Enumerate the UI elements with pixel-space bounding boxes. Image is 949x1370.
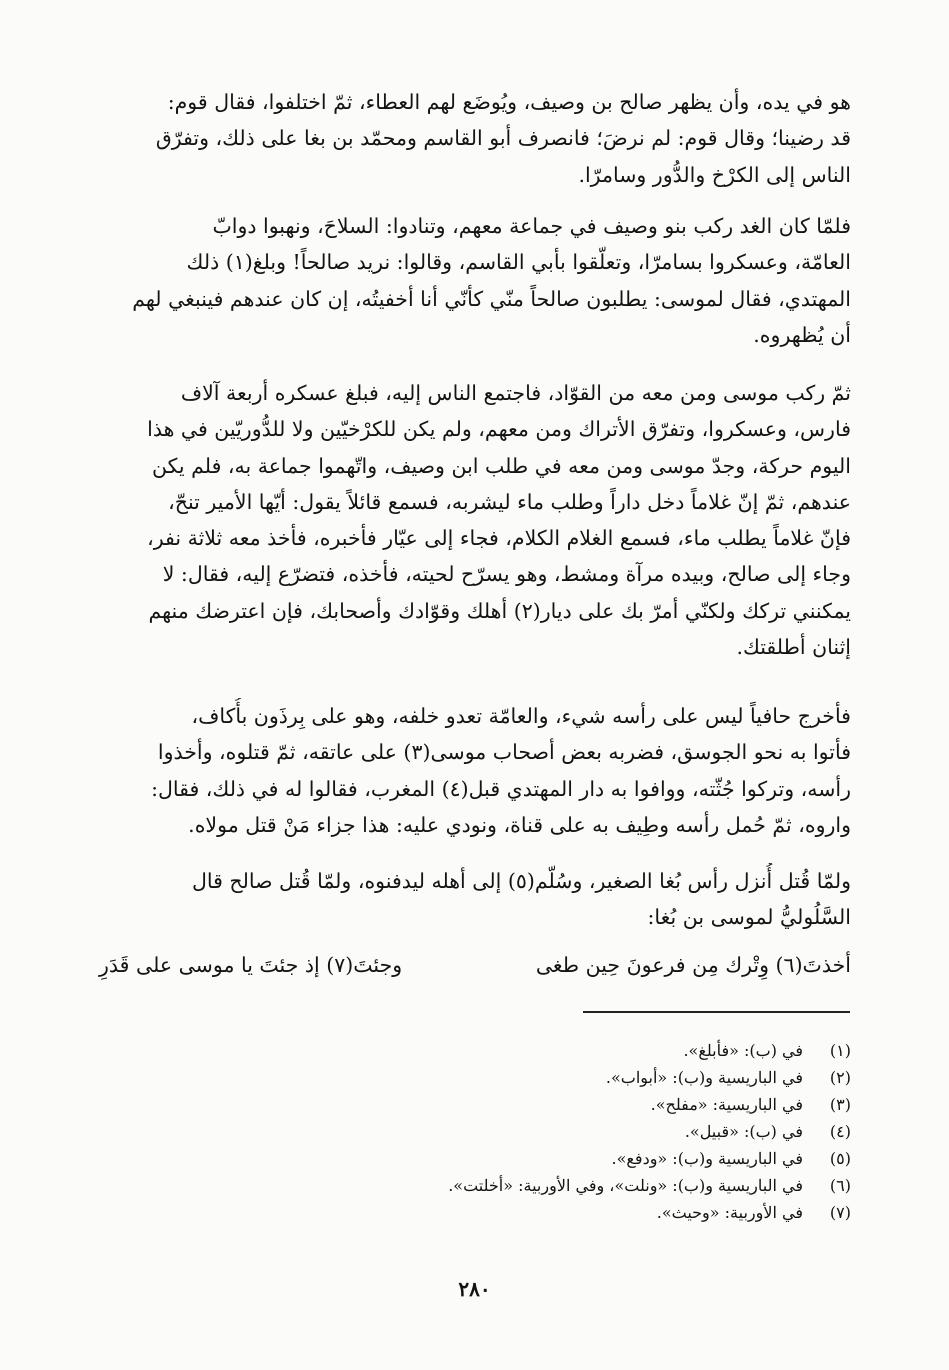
- page-number: ٢٨٠: [458, 1277, 491, 1301]
- text-line: فارس، وعسكروا، وتفرّق الأتراك ومن معهم، ولم يكن للكرْخيّين ولا للدُّوريّين في هذا: [147, 417, 851, 442]
- text-line: فإنّ غلاماً يطلب ماء، فسمع الغلام الكلام، فجاء إلى عيّار فأخبره، فأخذ معه ثلاثة نفر،: [147, 526, 851, 551]
- paragraph-5: [99, 863, 851, 936]
- text-line: رأسه، وتركوا جُثّته، ووافوا به دار المهتدي قبل(٤) المغرب، فقالوا له في ذلك، فقال:: [151, 776, 851, 801]
- text-line: فأتوا به نحو الجوسق، فضربه بعض أصحاب موسى(٣) على عاتقه، ثمّ قتلوه، وأخذوا: [157, 740, 851, 765]
- paragraph-1: [99, 84, 851, 193]
- footnote: [291, 1118, 851, 1145]
- poem-hemistich-1: أخذتَ(٦) وِتْرك مِن فرعونَ حِين طغى: [535, 953, 851, 977]
- text-line: أن يُظهروه.: [753, 322, 851, 347]
- footnote-text: في الباريسية و(ب): «ونلت»، وفي الأوربية: «أخلتت».: [448, 1176, 803, 1195]
- footnote-text: في الباريسية و(ب): «ودفع».: [611, 1149, 803, 1168]
- text-line: واروه، ثمّ حُمل رأسه وطِيف به على قناة، ونودي عليه: هذا جزاء مَنْ قتل مولاه.: [188, 812, 851, 837]
- footnote: [291, 1064, 851, 1091]
- text-line: فأخرج حافياً ليس على رأسه شيء، والعامّة تعدو خلفه، وهو على بِرذَون بأُكاف،: [191, 704, 851, 728]
- footnote-text: في الباريسية: «مفلح».: [650, 1095, 803, 1114]
- text-line: عندهم، ثمّ إنّ غلاماً دخل داراً وطلب ماء ليشربه، فسمع قائلاً يقول: أيّها الأمير تنحّ،: [168, 489, 851, 514]
- footnote-separator: [583, 1011, 850, 1013]
- footnote-number: (٤): [829, 1122, 851, 1141]
- paragraph-2: [99, 208, 851, 353]
- text-line: السَّلُوليُّ لموسى بن بُغا:: [647, 905, 851, 930]
- footnote-number: (٦): [829, 1176, 851, 1195]
- footnote-number: (٢): [829, 1068, 851, 1087]
- text-line: فلمّا كان الغد ركب بنو وصيف في جماعة معهم، وتنادوا: السلاحَ، ونهبوا دوابّ: [212, 214, 851, 238]
- text-line: اليوم حركة، وجدّ موسى ومن معه في طلب ابن وصيف، واتّهموا جماعة به، فلم يكن: [151, 453, 851, 478]
- text-line: ولمّا قُتل أُنزل رأس بُغا الصغير، وسُلّم(٥) إلى أهله ليدفنوه، ولمّا قُتل صالح قال: [191, 869, 851, 893]
- footnote: [291, 1199, 851, 1226]
- footnotes: [291, 1037, 851, 1226]
- text-line: إثنان أطلقتك.: [736, 635, 851, 660]
- footnote-number: (٣): [829, 1095, 851, 1114]
- footnote-text: في الأوربية: «وحيث».: [656, 1203, 803, 1222]
- footnote: [291, 1145, 851, 1172]
- footnote-number: (٥): [829, 1149, 851, 1168]
- text-line: الناس إلى الكرْخ والدُّور وسامرّا.: [578, 162, 851, 187]
- footnote: [291, 1172, 851, 1199]
- poem-hemistich-2: وجئتَ(٧) إذ جئتَ يا موسى على قَدَرِ: [99, 953, 403, 977]
- poem-verse: [99, 947, 851, 987]
- footnote: [291, 1037, 851, 1064]
- text-line: قد رضينا؛ وقال قوم: لم نرضَ؛ فانصرف أبو القاسم ومحمّد بن بغا على ذلك، وتفرّق: [155, 126, 851, 151]
- footnote-text: في الباريسية و(ب): «أبواب».: [605, 1068, 803, 1087]
- footnote-text: في (ب): «فأبلغ».: [683, 1041, 803, 1060]
- footnote: [291, 1091, 851, 1118]
- paragraph-4: [99, 698, 851, 843]
- footnote-text: في (ب): «قبيل».: [684, 1122, 803, 1141]
- paragraph-3: [99, 375, 851, 665]
- text-line: المهتدي، فقال لموسى: يطلبون صالحاً منّي كأنّي أنا أخفيتُه، إن كان عندهم فينبغي لهم: [132, 286, 851, 311]
- text-line: ثمّ ركب موسى ومن معه من القوّاد، فاجتمع الناس إليه، فبلغ عسكره أربعة آلاف: [180, 381, 851, 405]
- text-line: العامّة، وعسكروا بسامرّا، وتعلّقوا بأبي القاسم، وقالوا: نريد صالحاً! وبلغ(١) ذلك: [186, 250, 851, 275]
- text-line: يمكنني تركك ولكنّي أمرّ بك على ديار(٢) أهلك وقوّادك وأصحابك، فإن اعترضك منهم: [148, 598, 851, 623]
- text-line: وجاء إلى صالح، وبيده مرآة ومشط، وهو يسرّح لحيته، فأخذه، فتضرّع إليه، فقال: لا: [162, 562, 851, 587]
- text-line: هو في يده، وأن يظهر صالح بن وصيف، ويُوضَع لهم العطاء، ثمّ اختلفوا، فقال قوم:: [167, 90, 851, 114]
- footnote-number: (٧): [829, 1203, 851, 1222]
- footnote-number: (١): [829, 1041, 851, 1060]
